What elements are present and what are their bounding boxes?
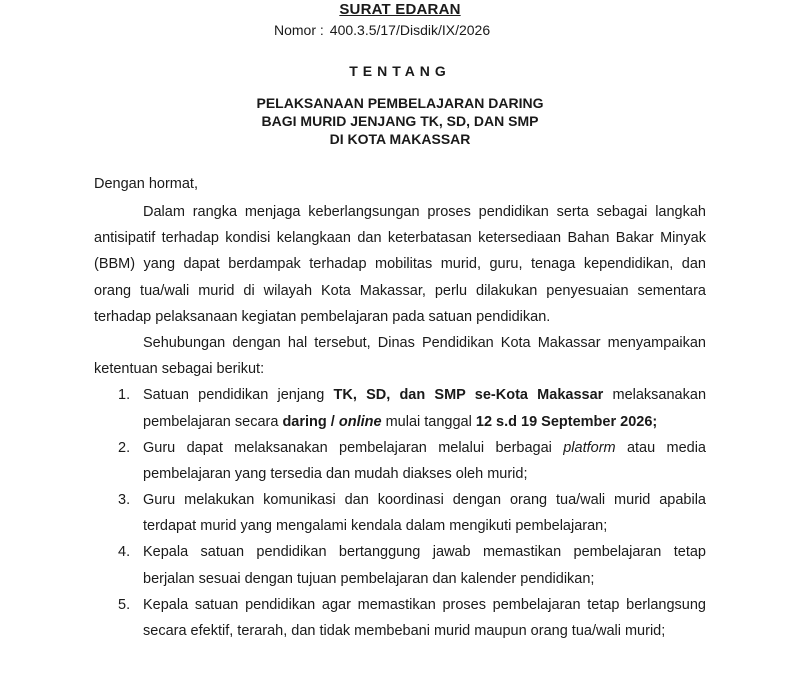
para1-line-3: (BBM) yang dapat berdampak terhadap mobilitas murid, guru, tenaga kependidikan, dan <box>94 256 706 273</box>
salutation: Dengan hormat, <box>94 176 198 192</box>
document-number <box>274 22 490 38</box>
list-item-2-line-2: pembelajaran yang tersedia dan mudah diakses oleh murid; <box>143 465 528 482</box>
nomor-value: 400.3.5/17/Disdik/IX/2026 <box>329 22 491 38</box>
para2-line-1: Sehubungan dengan hal tersebut, Dinas Pendidikan Kota Makassar menyampaikan <box>143 334 706 351</box>
para1-line-2: antisipatif terhadap kondisi kelangkaan dan keterbatasan ketersediaan Bahan Bakar Minyak <box>94 230 706 247</box>
nomor-label: Nomor : <box>274 22 324 38</box>
document-title: SURAT EDARAN <box>339 1 461 18</box>
list-item-4-line-2: berjalan sesuai dengan tujuan pembelajaran dan kalender pendidikan; <box>143 570 595 587</box>
list-item-number: 3. <box>118 492 131 509</box>
subject-block <box>0 94 800 148</box>
para2-line-2: ketentuan sebagai berikut: <box>94 361 265 378</box>
para1-line-5: terhadap pelaksanaan kegiatan pembelajaran pada satuan pendidikan. <box>94 308 551 325</box>
list-item-1-line-2: pembelajaran secara daring / online mulai tanggal 12 s.d 19 September 2026; <box>143 413 658 430</box>
list-item-3-line-2: terdapat murid yang mengalami kendala dalam mengikuti pembelajaran; <box>143 518 608 535</box>
list-item-number: 1. <box>118 387 131 404</box>
list-item-number: 5. <box>118 596 131 613</box>
subject-line-2: BAGI MURID JENJANG TK, SD, DAN SMP <box>261 113 539 129</box>
para1-line-1: Dalam rangka menjaga keberlangsungan proses pendidikan serta sebagai langkah <box>143 204 706 220</box>
list-item-1-line-1: 1. Satuan pendidikan jenjang TK, SD, dan SMP se-Kota Makassar melaksanakan <box>94 382 706 408</box>
list-item-5-line-2: secara efektif, terarah, dan tidak membebani murid maupun orang tua/wali murid; <box>143 623 666 639</box>
list-item-3-line-1: 3. Guru melakukan komunikasi dan koordinasi dengan orang tua/wali murid apabila <box>94 487 706 513</box>
list-item-4-line-1: 4. Kepala satuan pendidikan bertanggung jawab memastikan pembelajaran tetap <box>94 539 706 565</box>
list-item-5-line-1: 5. Kepala satuan pendidikan agar memastikan proses pembelajaran tetap berlangsung <box>94 592 706 618</box>
list-item-number: 2. <box>118 439 131 456</box>
letter-body <box>94 199 706 644</box>
para1-line-4: orang tua/wali murid di wilayah Kota Makassar, perlu dilakukan penyesuaian sementara <box>94 282 706 299</box>
tentang-heading: TENTANG <box>349 63 451 79</box>
subject-line-1: PELAKSANAAN PEMBELAJARAN DARING <box>256 95 544 111</box>
subject-line-3: DI KOTA MAKASSAR <box>329 131 471 147</box>
list-item-number: 4. <box>118 544 131 561</box>
list-item-2-line-1: 2. Guru dapat melaksanakan pembelajaran melalui berbagai platform atau media <box>94 435 706 461</box>
